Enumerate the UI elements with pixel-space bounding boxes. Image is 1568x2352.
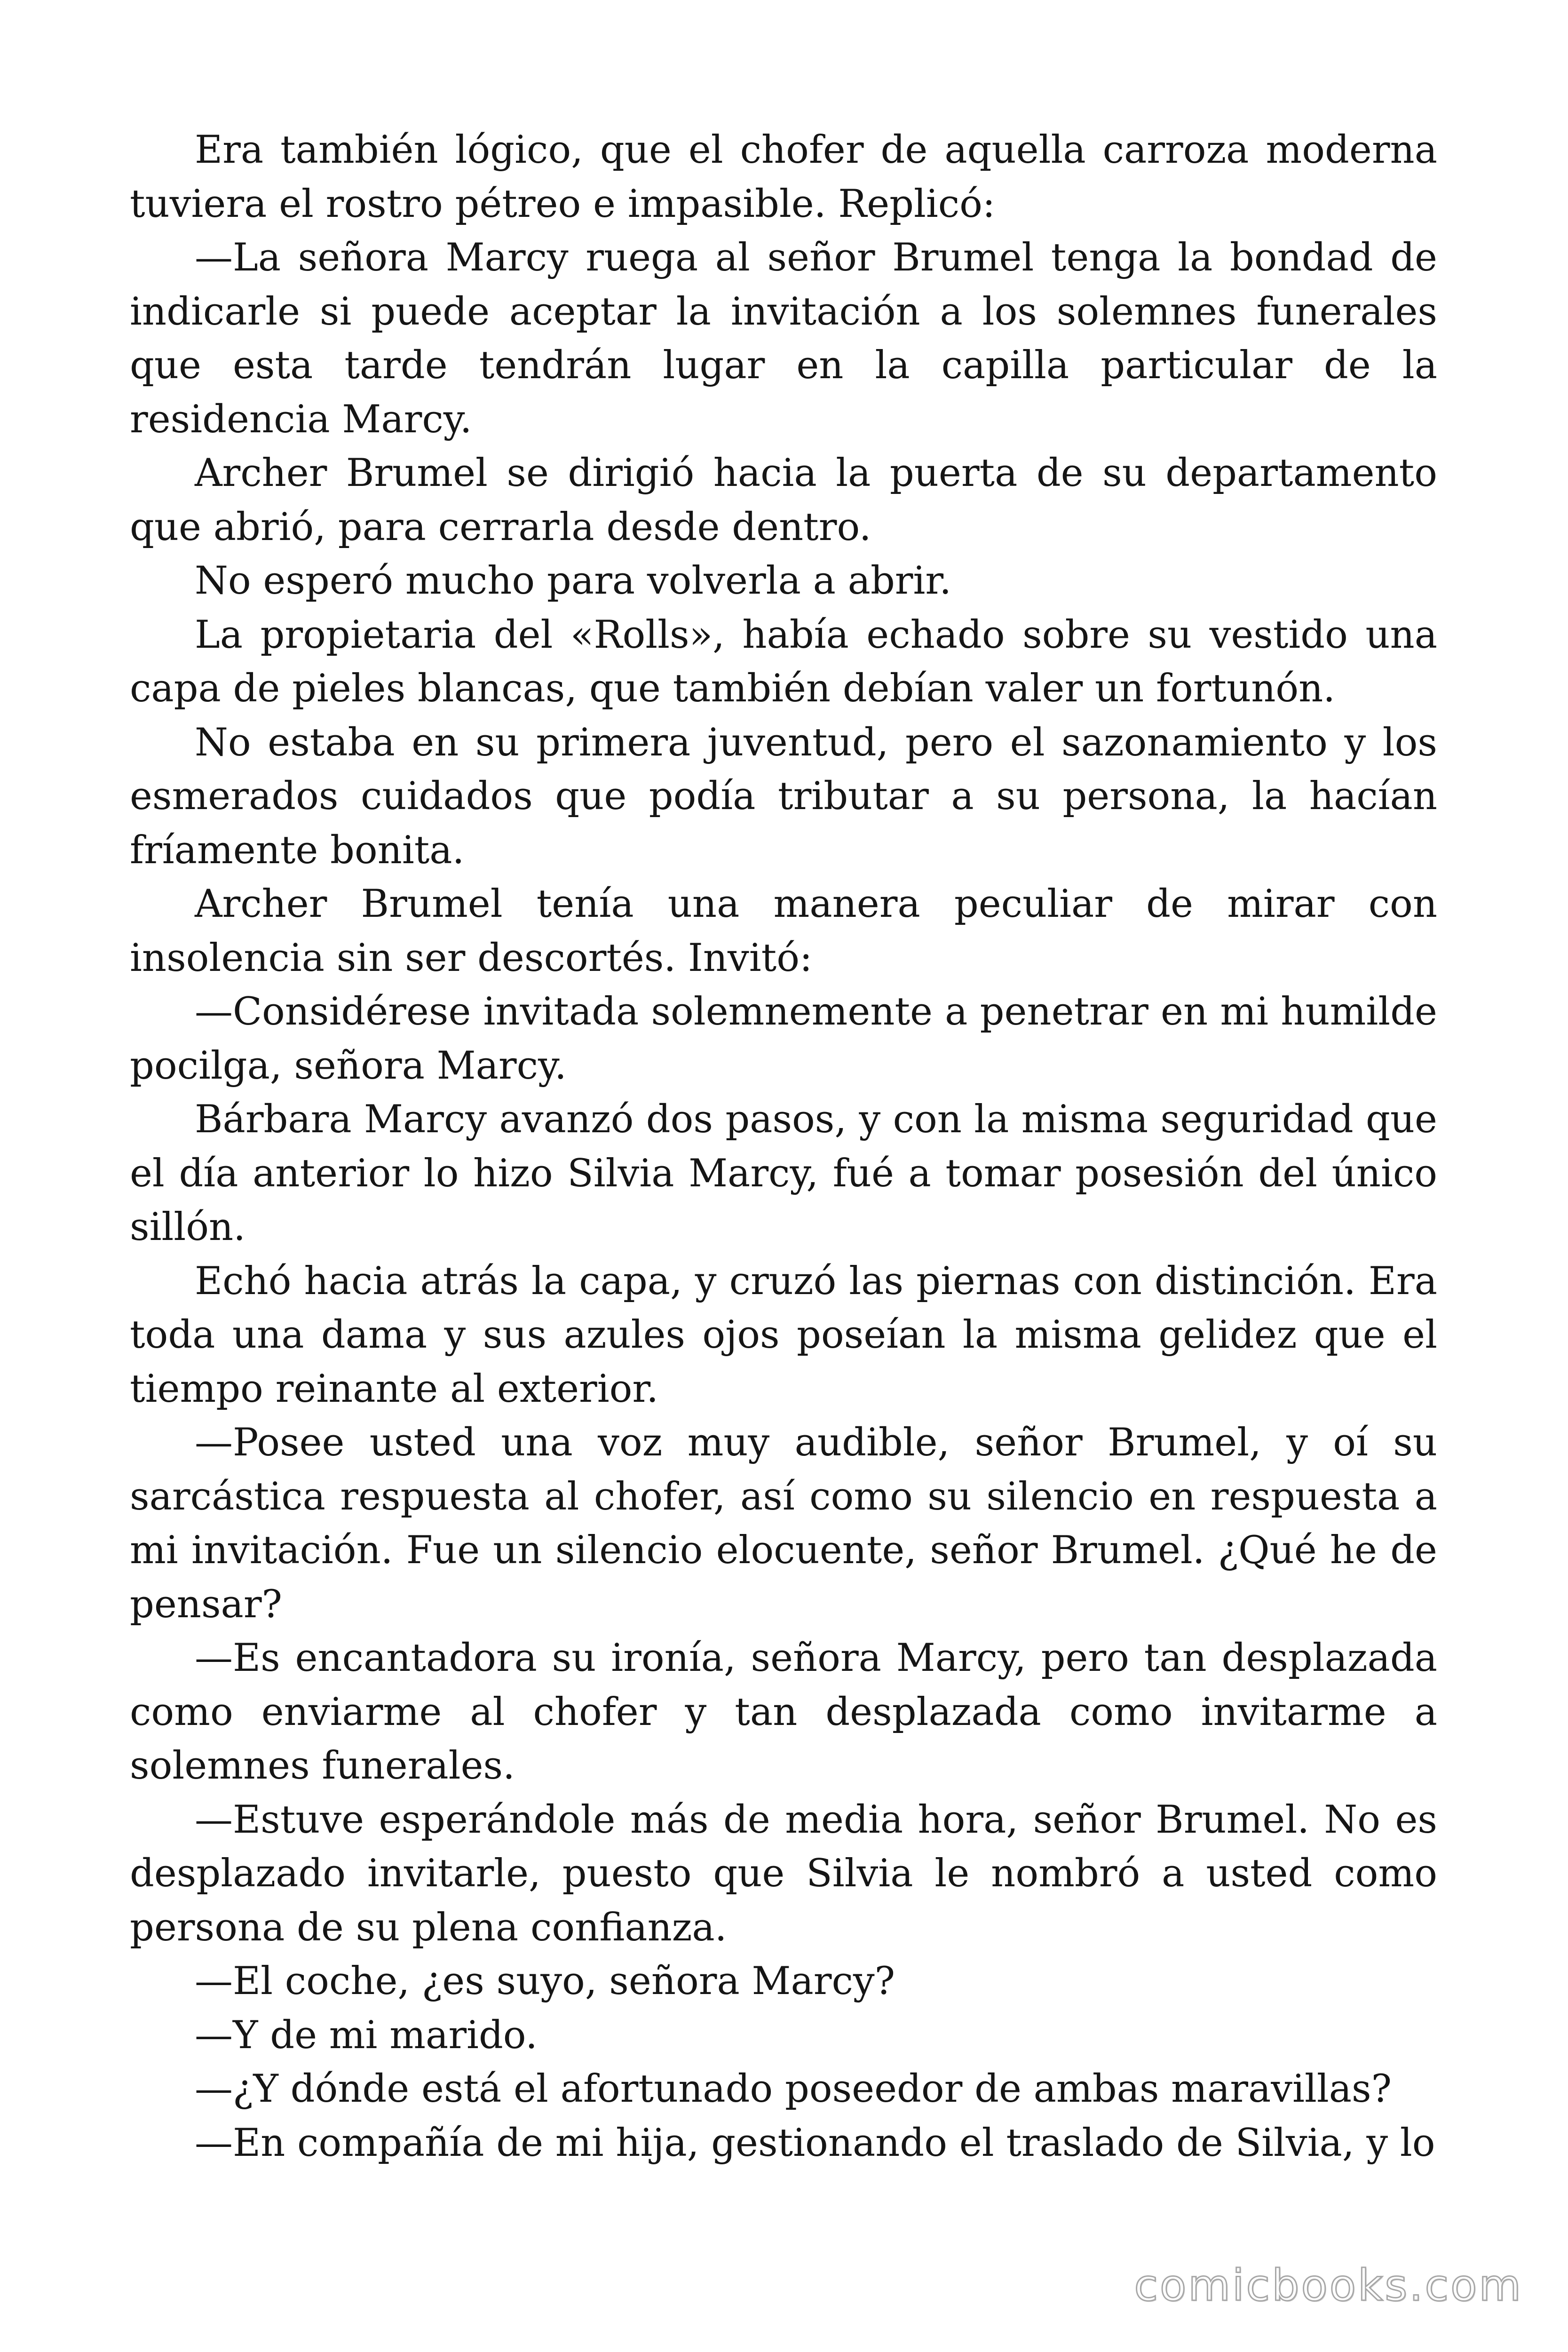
paragraph: —Y de mi marido. [195, 2013, 538, 2058]
paragraph: Archer Brumel tenía una manera peculiar de mirar con insolencia sin ser descortés. Invitó: [130, 882, 1437, 980]
paragraph: —La señora Marcy ruega al señor Brumel tenga la bondad de indicarle si puede aceptar la invitación a los solemnes funerales que esta tarde tendrán lugar en la capilla particular de la residencia Marcy. [130, 236, 1437, 442]
paragraph: —¿Y dónde está el afortunado poseedor de ambas maravillas? [195, 2067, 1392, 2111]
paragraph: No estaba en su primera juventud, pero el sazonamiento y los esmerados cuidados que podía tributar a su persona, la hacían fríamente bonita. [130, 720, 1437, 873]
paragraph: —Considérese invitada solemnemente a penetrar en mi humilde pocilga, señora Marcy. [130, 990, 1437, 1088]
page-body-text [130, 123, 1437, 2170]
paragraph: —Es encantadora su ironía, señora Marcy, pero tan desplazada como enviarme al chofer y tan desplazada como invitarme a solemnes funerales. [130, 1636, 1437, 1788]
paragraph: —Estuve esperándole más de media hora, señor Brumel. No es desplazado invitarle, puesto que Silvia le nombró a usted como persona de su plena confianza. [130, 1797, 1437, 1950]
paragraph: —Posee usted una voz muy audible, señor Brumel, y oí su sarcástica respuesta al chofer, así como su silencio en respuesta a mi invitación. Fue un silencio elocuente, señor Brumel. ¿Qué he de pensar? [130, 1421, 1437, 1627]
paragraph: Archer Brumel se dirigió hacia la puerta de su departamento que abrió, para cerrarla desde dentro. [130, 451, 1437, 549]
paragraph: No esperó mucho para volverla a abrir. [195, 559, 952, 603]
paragraph: Bárbara Marcy avanzó dos pasos, y con la misma seguridad que el día anterior lo hizo Silvia Marcy, fué a tomar posesión del único sillón. [130, 1097, 1437, 1249]
paragraph: —En compañía de mi hija, gestionando el traslado de Silvia, y lo [195, 2121, 1435, 2165]
paragraph: Era también lógico, que el chofer de aquella carroza moderna tuviera el rostro pétreo e impasible. Replicó: [130, 128, 1437, 226]
paragraph: Echó hacia atrás la capa, y cruzó las piernas con distinción. Era toda una dama y sus azules ojos poseían la misma gelidez que el tiempo reinante al exterior. [130, 1259, 1437, 1411]
paragraph: La propietaria del «Rolls», había echado sobre su vestido una capa de pieles blancas, que también debían valer un fortunón. [130, 612, 1437, 711]
watermark: comicbooks.com [1134, 2260, 1523, 2311]
paragraph: —El coche, ¿es suyo, señora Marcy? [195, 1959, 895, 2003]
